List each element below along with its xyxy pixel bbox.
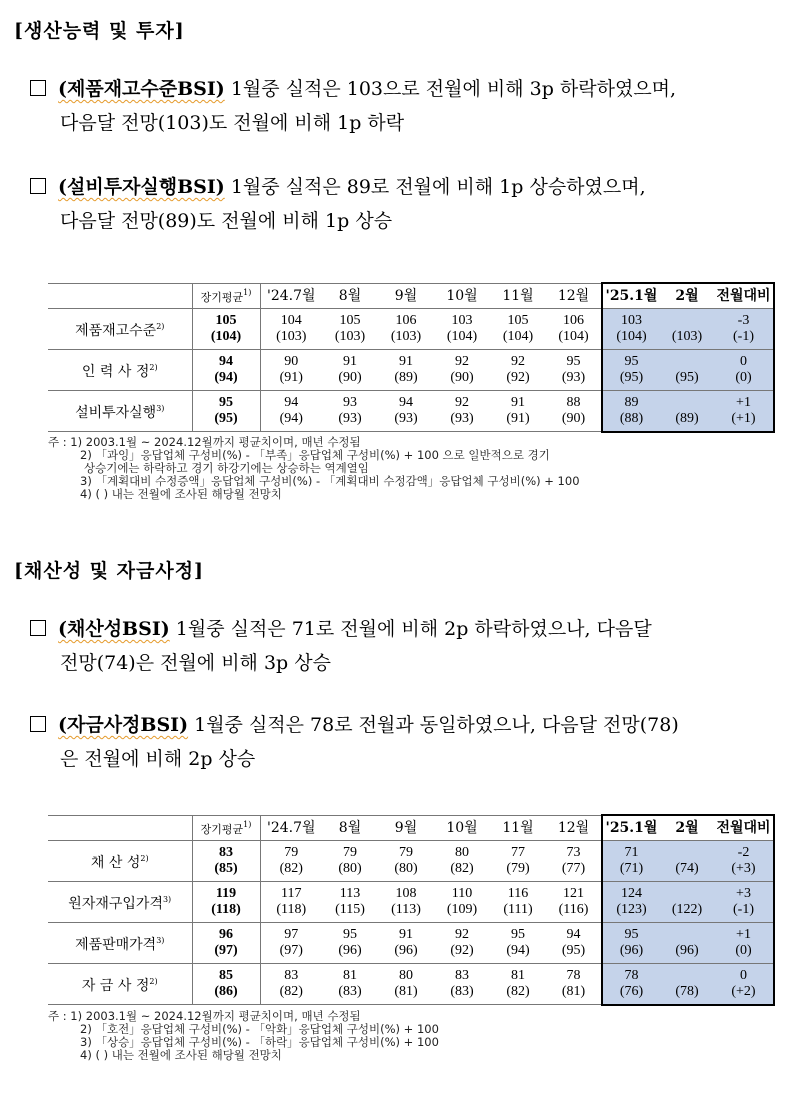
feb-value [660,391,714,432]
investment-text-2: 다음달 전망(89)도 전월에 비해 1p 상승 [60,210,393,232]
row-label-text: 제품재고수준 [75,323,157,339]
column-header: 장기평균$^{1)}$ [192,815,260,841]
month-value [546,350,602,391]
cell-forecast: (94) [279,411,303,426]
cell-value [660,927,714,943]
column-header: 8월 [322,815,378,841]
cell-forecast: (96) [394,943,418,958]
footnote-mark: 1) [243,288,252,298]
cell-forecast: (88) [619,410,644,426]
cell-value: 90 [284,354,299,369]
cell-forecast: (93) [338,411,362,426]
column-header: 2월 [660,815,714,841]
cell-value: 95 [511,927,525,942]
avg-value: 119 [215,886,237,901]
cell-forecast: (116) [558,902,589,917]
footnote-line: 주 : 1) 2003.1월 ~ 2024.12월까지 평균치이며, 매년 수정됨 [48,1009,361,1023]
month-value [434,882,490,923]
cell-forecast: (82) [279,984,303,999]
table-profitability [48,814,775,1006]
footnote-mark: 2) [149,977,158,986]
cell-value: 80 [455,845,469,860]
avg-forecast: (85) [214,861,238,876]
column-header: 11월 [490,283,546,309]
funding-text: 1월중 실적은 78로 전월과 동일하였으나, 다음달 전망(78) [188,714,679,736]
month-value [434,391,490,432]
cell-value [660,354,714,370]
cell-value: 83 [455,968,469,983]
table-row [48,350,774,391]
cell-value: 78 [624,967,639,983]
cell-value: 92 [455,395,469,410]
avg-value: 83 [219,845,233,860]
month-value [260,964,322,1005]
cell-forecast: (111) [503,902,533,917]
column-header: 10월 [434,283,490,309]
cell-value [660,968,714,984]
jan-value [602,964,660,1005]
cell-value: 94 [284,395,299,410]
cell-value [660,313,714,329]
month-value [260,350,322,391]
cell-forecast: (83) [450,984,474,999]
cell-forecast: (81) [561,984,586,999]
cell-value: 103 [451,313,473,328]
cell-forecast: (97) [279,943,303,958]
cell-value [660,845,714,861]
paragraph-inventory [30,72,798,140]
column-header: 전월대비 [714,815,774,841]
column-header: '25.1월 [602,283,660,309]
month-value [322,841,378,882]
cell-forecast: (89) [675,410,699,426]
month-value [546,309,602,350]
column-header: 장기평균$^{1)}$ [192,283,260,309]
month-value [322,309,378,350]
table-header-row [48,815,774,841]
cell-value: 95 [624,927,639,942]
month-value [434,350,490,391]
cell-value [660,886,714,902]
month-value [260,309,322,350]
cell-value: 110 [451,886,473,901]
cell-value: 80 [399,968,413,983]
footnote-line: 상승기에는 하락하고 경기 하강기에는 상승하는 역계열임 [84,461,369,475]
avg-forecast: (86) [214,984,238,999]
row-label [48,882,192,923]
long-term-average [192,923,260,964]
cell-forecast: (0) [735,943,752,958]
month-value [434,964,490,1005]
row-label [48,923,192,964]
cell-value: 79 [284,845,299,860]
cell-value: 92 [455,354,469,369]
column-header: '24.7월 [260,283,322,309]
month-value [490,391,546,432]
profitability-tag: (채산성BSI) [58,618,170,640]
row-label-text: 채 산 성 [90,855,141,871]
cell-forecast: (0) [735,370,752,385]
cell-value: 95 [624,354,639,369]
investment-tag: (설비투자실행BSI) [58,176,225,198]
cell-forecast: (93) [394,411,418,426]
cell-forecast: (82) [279,861,303,876]
cell-value: 73 [566,845,581,860]
paragraph-investment [30,170,798,238]
profitability-text-2: 전망(74)은 전월에 비해 3p 상승 [60,652,331,674]
cell-forecast: (71) [619,861,644,876]
month-value [378,391,434,432]
cell-value: 108 [395,886,417,901]
cell-value: 91 [343,354,357,369]
cell-forecast: (109) [446,902,478,917]
cell-value: 92 [455,927,469,942]
section-heading-profitability: [채산성 및 자금사정] [14,560,205,582]
row-label-text: 원자재구입가격 [68,896,163,912]
checkbox-bullet-icon [30,80,46,96]
table-row [48,391,774,432]
cell-value: 106 [563,313,584,328]
cell-value: 79 [343,845,357,860]
cell-value: 94 [566,927,581,942]
avg-value: 95 [219,395,233,410]
column-header: 2월 [660,283,714,309]
cell-forecast: (93) [561,370,586,385]
column-header: 8월 [322,283,378,309]
cell-forecast: (74) [675,861,699,876]
month-value [546,391,602,432]
month-value [260,391,322,432]
cell-forecast: (+1) [731,410,756,426]
month-value [434,841,490,882]
row-label [48,841,192,882]
cell-forecast: (103) [276,329,307,344]
jan-value [602,882,660,923]
cell-forecast: (77) [561,861,586,876]
cell-forecast: (91) [506,411,530,426]
notes-profitability [48,1010,439,1062]
month-value [546,841,602,882]
feb-value [660,309,714,350]
cell-forecast: (96) [619,943,644,958]
column-header: 11월 [490,815,546,841]
long-term-average [192,964,260,1005]
month-value [378,841,434,882]
month-value [546,923,602,964]
cell-value: 79 [399,845,413,860]
row-label-text: 설비투자실행 [75,405,157,421]
cell-value: 116 [507,886,529,901]
row-label [48,350,192,391]
footnote-line: 3) 「상승」응답업체 구성비(%) - 「하락」응답업체 구성비(%) + 100 [80,1035,439,1049]
cell-value: 71 [624,845,639,860]
cell-forecast: (92) [506,370,530,385]
month-value [434,923,490,964]
inventory-text: 1월중 실적은 103으로 전월에 비해 3p 하락하였으며, [224,78,677,100]
cell-value: +1 [736,394,751,410]
cell-forecast: (95) [675,370,699,385]
row-label-text: 자 금 사 정 [81,978,150,994]
table-row [48,882,774,923]
cell-value: 81 [511,968,525,983]
month-value [260,882,322,923]
avg-value: 96 [219,927,233,942]
cell-value: +1 [736,927,751,942]
cell-value: 103 [621,313,642,328]
cell-value: 121 [563,886,584,901]
month-value [490,841,546,882]
row-label-text: 인 력 사 정 [81,364,150,380]
jan-value [602,309,660,350]
feb-value [660,964,714,1005]
cell-forecast: (83) [338,984,362,999]
table-row [48,923,774,964]
checkbox-bullet-icon [30,178,46,194]
avg-forecast: (118) [211,902,241,917]
long-term-average [192,391,260,432]
footnote-line: 4) ( ) 내는 전월에 조사된 해당월 전망치 [80,1048,282,1062]
footnote-line: 2) 「호전」응답업체 구성비(%) - 「악화」응답업체 구성비(%) + 100 [80,1022,439,1036]
column-header: '25.1월 [602,815,660,841]
cell-value: 91 [399,927,413,942]
avg-forecast: (95) [214,411,238,426]
month-change [714,882,774,923]
cell-forecast: (103) [671,329,703,344]
cell-forecast: (90) [450,370,474,385]
table-row [48,841,774,882]
cell-forecast: (123) [616,902,647,917]
footnote-mark: 1) [243,820,252,830]
month-value [322,350,378,391]
cell-forecast: (78) [675,983,699,999]
footnote-mark: 2) [149,363,158,372]
cell-value: 91 [399,354,413,369]
section-heading-production: [생산능력 및 투자] [14,20,185,42]
feb-value [660,841,714,882]
avg-forecast: (94) [214,370,238,385]
row-label [48,391,192,432]
cell-value: 113 [339,886,361,901]
month-value [322,964,378,1005]
cell-value: 88 [566,395,581,410]
month-value [490,923,546,964]
inventory-tag: (제품재고수준BSI) [58,78,225,100]
month-value [434,309,490,350]
month-value [546,882,602,923]
cell-value: 105 [339,313,361,328]
cell-value: -2 [737,845,750,860]
row-label [48,309,192,350]
row-label-text: 제품판매가격 [75,937,157,953]
jan-value [602,841,660,882]
cell-value: 95 [566,354,581,369]
cell-forecast: (79) [506,861,530,876]
cell-value [660,395,714,411]
cell-forecast: (103) [390,329,422,344]
cell-forecast: (+2) [731,983,756,999]
month-value [322,923,378,964]
cell-forecast: (113) [391,902,421,917]
column-header: '24.7월 [260,815,322,841]
cell-forecast: (93) [450,411,474,426]
avg-forecast: (97) [214,943,238,958]
month-value [378,964,434,1005]
month-value [322,391,378,432]
cell-forecast: (95) [619,370,644,385]
cell-forecast: (-1) [733,902,754,917]
cell-forecast: (118) [276,902,307,917]
month-value [546,964,602,1005]
month-value [490,882,546,923]
month-value [378,350,434,391]
footnote-line: 4) ( ) 내는 전월에 조사된 해당월 전망치 [80,487,282,501]
column-header: 전월대비 [714,283,774,309]
checkbox-bullet-icon [30,620,46,636]
cell-forecast: (103) [334,329,366,344]
jan-value [602,391,660,432]
funding-text-2: 은 전월에 비해 2p 상승 [60,748,256,770]
cell-forecast: (89) [394,370,418,385]
table-production [48,282,775,433]
paragraph-funding [30,708,798,776]
long-term-average [192,350,260,391]
cell-forecast: (122) [671,902,703,917]
cell-value: 124 [621,886,642,901]
cell-value: 95 [343,927,357,942]
profitability-text: 1월중 실적은 71로 전월에 비해 2p 하락하였으나, 다음달 [169,618,652,640]
cell-value: 0 [740,967,747,983]
column-header: 9월 [378,815,434,841]
checkbox-bullet-icon [30,716,46,732]
notes-production [48,436,580,501]
cell-value: 93 [343,395,357,410]
month-value [322,882,378,923]
month-value [490,309,546,350]
cell-value: -3 [737,313,750,328]
investment-text: 1월중 실적은 89로 전월에 비해 1p 상승하였으며, [224,176,646,198]
jan-value [602,923,660,964]
avg-forecast: (104) [210,329,242,344]
table-row [48,309,774,350]
cell-forecast: (+3) [731,861,756,876]
cell-forecast: (82) [450,861,474,876]
feb-value [660,923,714,964]
cell-value: 105 [507,313,529,328]
cell-value: 89 [624,394,639,410]
avg-value: 105 [215,313,237,328]
cell-value: 92 [511,354,525,369]
column-header: 12월 [546,283,602,309]
cell-forecast: (104) [616,329,647,344]
cell-forecast: (104) [502,329,534,344]
avg-value: 85 [219,968,233,983]
cell-value: +3 [736,886,751,901]
cell-value: 77 [511,845,525,860]
month-change [714,309,774,350]
month-change [714,841,774,882]
table-header-row [48,283,774,309]
cell-value: 81 [343,968,357,983]
cell-value: 94 [399,395,413,410]
cell-forecast: (91) [279,370,303,385]
cell-forecast: (80) [338,861,362,876]
paragraph-profitability [30,612,798,680]
month-value [260,841,322,882]
footnote-mark: 3) [162,895,172,904]
cell-value: 106 [395,313,417,328]
month-change [714,350,774,391]
cell-forecast: (76) [619,983,644,999]
row-label [48,964,192,1005]
table-row [48,964,774,1005]
long-term-average [192,882,260,923]
header-blank [48,815,192,841]
inventory-text-2: 다음달 전망(103)도 전월에 비해 1p 하락 [60,112,405,134]
jan-value [602,350,660,391]
column-header: 12월 [546,815,602,841]
footnote-mark: 2) [156,322,165,331]
column-header: 10월 [434,815,490,841]
cell-forecast: (96) [338,943,362,958]
cell-forecast: (80) [394,861,418,876]
cell-forecast: (96) [675,943,699,958]
cell-value: 91 [511,395,525,410]
cell-value: 78 [566,968,581,983]
cell-value: 104 [280,313,302,328]
cell-forecast: (94) [506,943,530,958]
cell-forecast: (95) [561,943,586,958]
cell-value: 83 [284,968,299,983]
long-term-average [192,309,260,350]
cell-value: 0 [740,354,747,369]
footnote-line: 주 : 1) 2003.1월 ~ 2024.12월까지 평균치이며, 매년 수정됨 [48,435,361,449]
month-value [490,964,546,1005]
cell-forecast: (82) [506,984,530,999]
cell-forecast: (92) [450,943,474,958]
month-value [378,882,434,923]
footnote-mark: 3) [156,404,165,413]
cell-forecast: (81) [394,984,418,999]
feb-value [660,882,714,923]
avg-value: 94 [219,354,233,369]
cell-value: 117 [281,886,302,901]
cell-forecast: (104) [446,329,478,344]
cell-forecast: (115) [335,902,365,917]
month-value [490,350,546,391]
footnote-mark: 2) [140,854,149,863]
column-header: 9월 [378,283,434,309]
cell-forecast: (90) [338,370,362,385]
cell-forecast: (90) [561,411,586,426]
month-value [260,923,322,964]
month-change [714,923,774,964]
footnote-mark: 3) [156,936,165,945]
feb-value [660,350,714,391]
funding-tag: (자금사정BSI) [58,714,189,736]
month-change [714,964,774,1005]
cell-forecast: (104) [558,329,589,344]
cell-value: 97 [284,927,299,942]
month-value [378,923,434,964]
header-blank [48,283,192,309]
long-term-average [192,841,260,882]
month-change [714,391,774,432]
footnote-line: 2) 「과잉」응답업체 구성비(%) - 「부족」응답업체 구성비(%) + 100 으로 일반적으로 경기 [80,448,550,462]
footnote-line: 3) 「계획대비 수정증액」응답업체 구성비(%) - 「계획대비 수정감액」응답업체 구성비(%) + 100 [80,474,580,488]
cell-forecast: (-1) [733,329,754,344]
month-value [378,309,434,350]
